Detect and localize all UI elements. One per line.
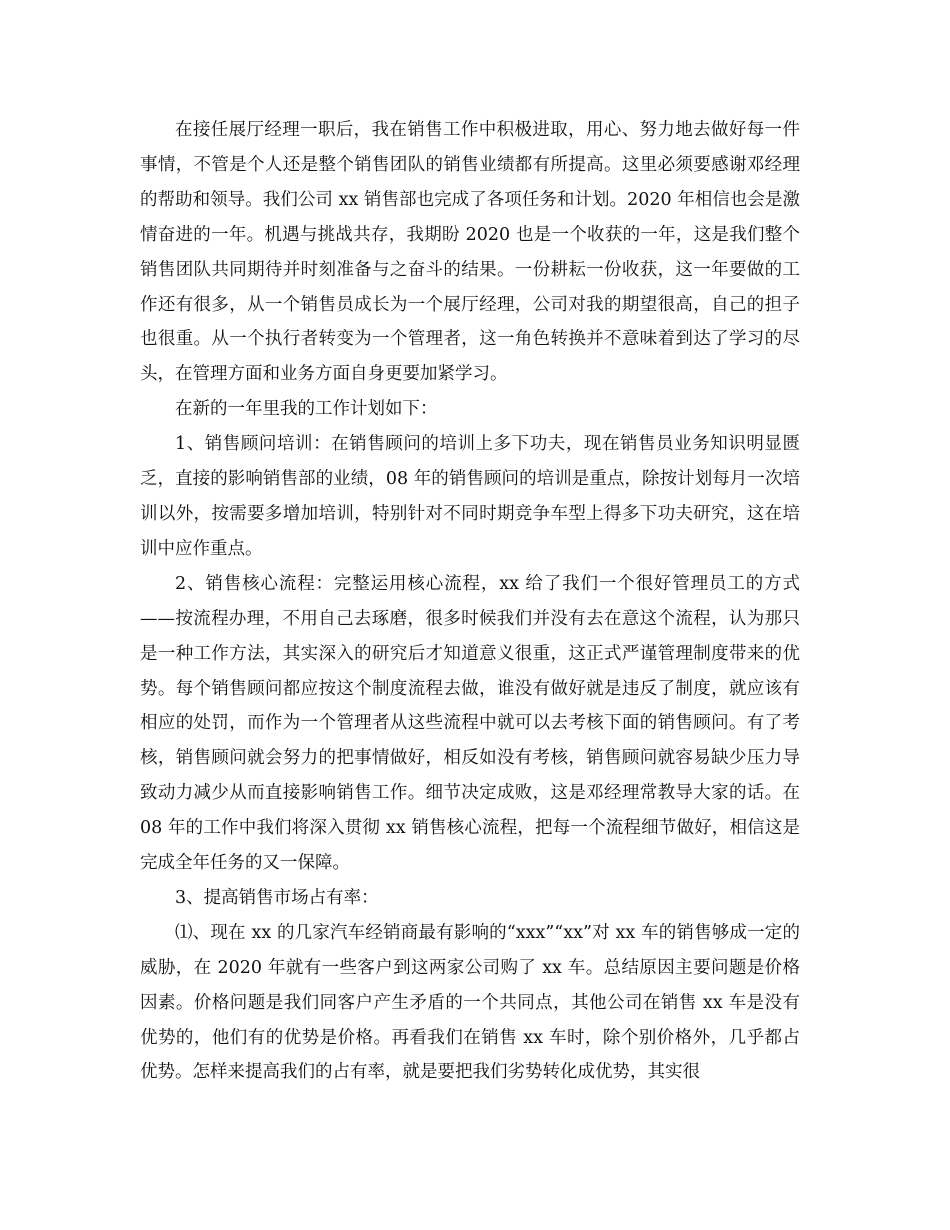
- document-body: [140, 113, 800, 1090]
- paragraph-item-3-heading: 3、提高销售市场占有率：: [175, 887, 379, 908]
- paragraph-item-1-training: 1、销售顾问培训：在销售顾问的培训上多下功夫，现在销售员业务知识明显匮乏，直接的影响销售部的业绩，08 年的销售顾问的培训是重点，除按计划每月一次培训以外，按需要多增加培训，特别针对不同时期竞争车型上得多下功夫研究，这在培训中应作重点。: [140, 434, 800, 559]
- paragraph-intro: 在接任展厅经理一职后，我在销售工作中积极进取，用心、努力地去做好每一件事情，不管是个人还是整个销售团队的销售业绩都有所提高。这里必须要感谢邓经理的帮助和领导。我们公司 xx 销售部也完成了各项任务和计划。2020 年相信也会是激情奋进的一年。机遇与挑战共存，我期盼 2020 也是一个收获的一年，这是我们整个销售团队共同期待并时刻准备与之奋斗的结果。一份耕耘一份收获，这一年要做的工作还有很多，从一个销售员成长为一个展厅经理，公司对我的期望很高，自己的担子也很重。从一个执行者转变为一个管理者，这一角色转换并不意味着到达了学习的尽头，在管理方面和业务方面自身更要加紧学习。: [140, 120, 800, 385]
- paragraph-plan-heading: 在新的一年里我的工作计划如下：: [175, 399, 438, 420]
- paragraph-item-3-sub-1: ⑴、现在 xx 的几家汽车经销商最有影响的“xxx”“xx”对 xx 车的销售够成一定的威胁，在 2020 年就有一些客户到这两家公司购了 xx 车。总结原因主要问题是价格因素。价格问题是我们同客户产生矛盾的一个共同点，其他公司在销售 xx 车是没有优势的，他们有的优势是价格。再看我们在销售 xx 车时，除个别价格外，几乎都占优势。怎样来提高我们的占有率，就是要把我们劣势转化成优势，其实很: [140, 922, 800, 1083]
- paragraph-item-2-process: 2、销售核心流程：完整运用核心流程，xx 给了我们一个很好管理员工的方式——按流程办理，不用自己去琢磨，很多时候我们并没有去在意这个流程，认为那只是一种工作方法，其实深入的研究后才知道意义很重，这正式严谨管理制度带来的优势。每个销售顾问都应按这个制度流程去做，谁没有做好就是违反了制度，就应该有相应的处罚，而作为一个管理者从这些流程中就可以去考核下面的销售顾问。有了考核，销售顾问就会努力的把事情做好，相反如没有考核，销售顾问就容易缺少压力导致动力减少从而直接影响销售工作。细节决定成败，这是邓经理常教导大家的话。在 08 年的工作中我们将深入贯彻 xx 销售核心流程，把每一个流程细节做好，相信这是完成全年任务的又一保障。: [140, 573, 800, 874]
